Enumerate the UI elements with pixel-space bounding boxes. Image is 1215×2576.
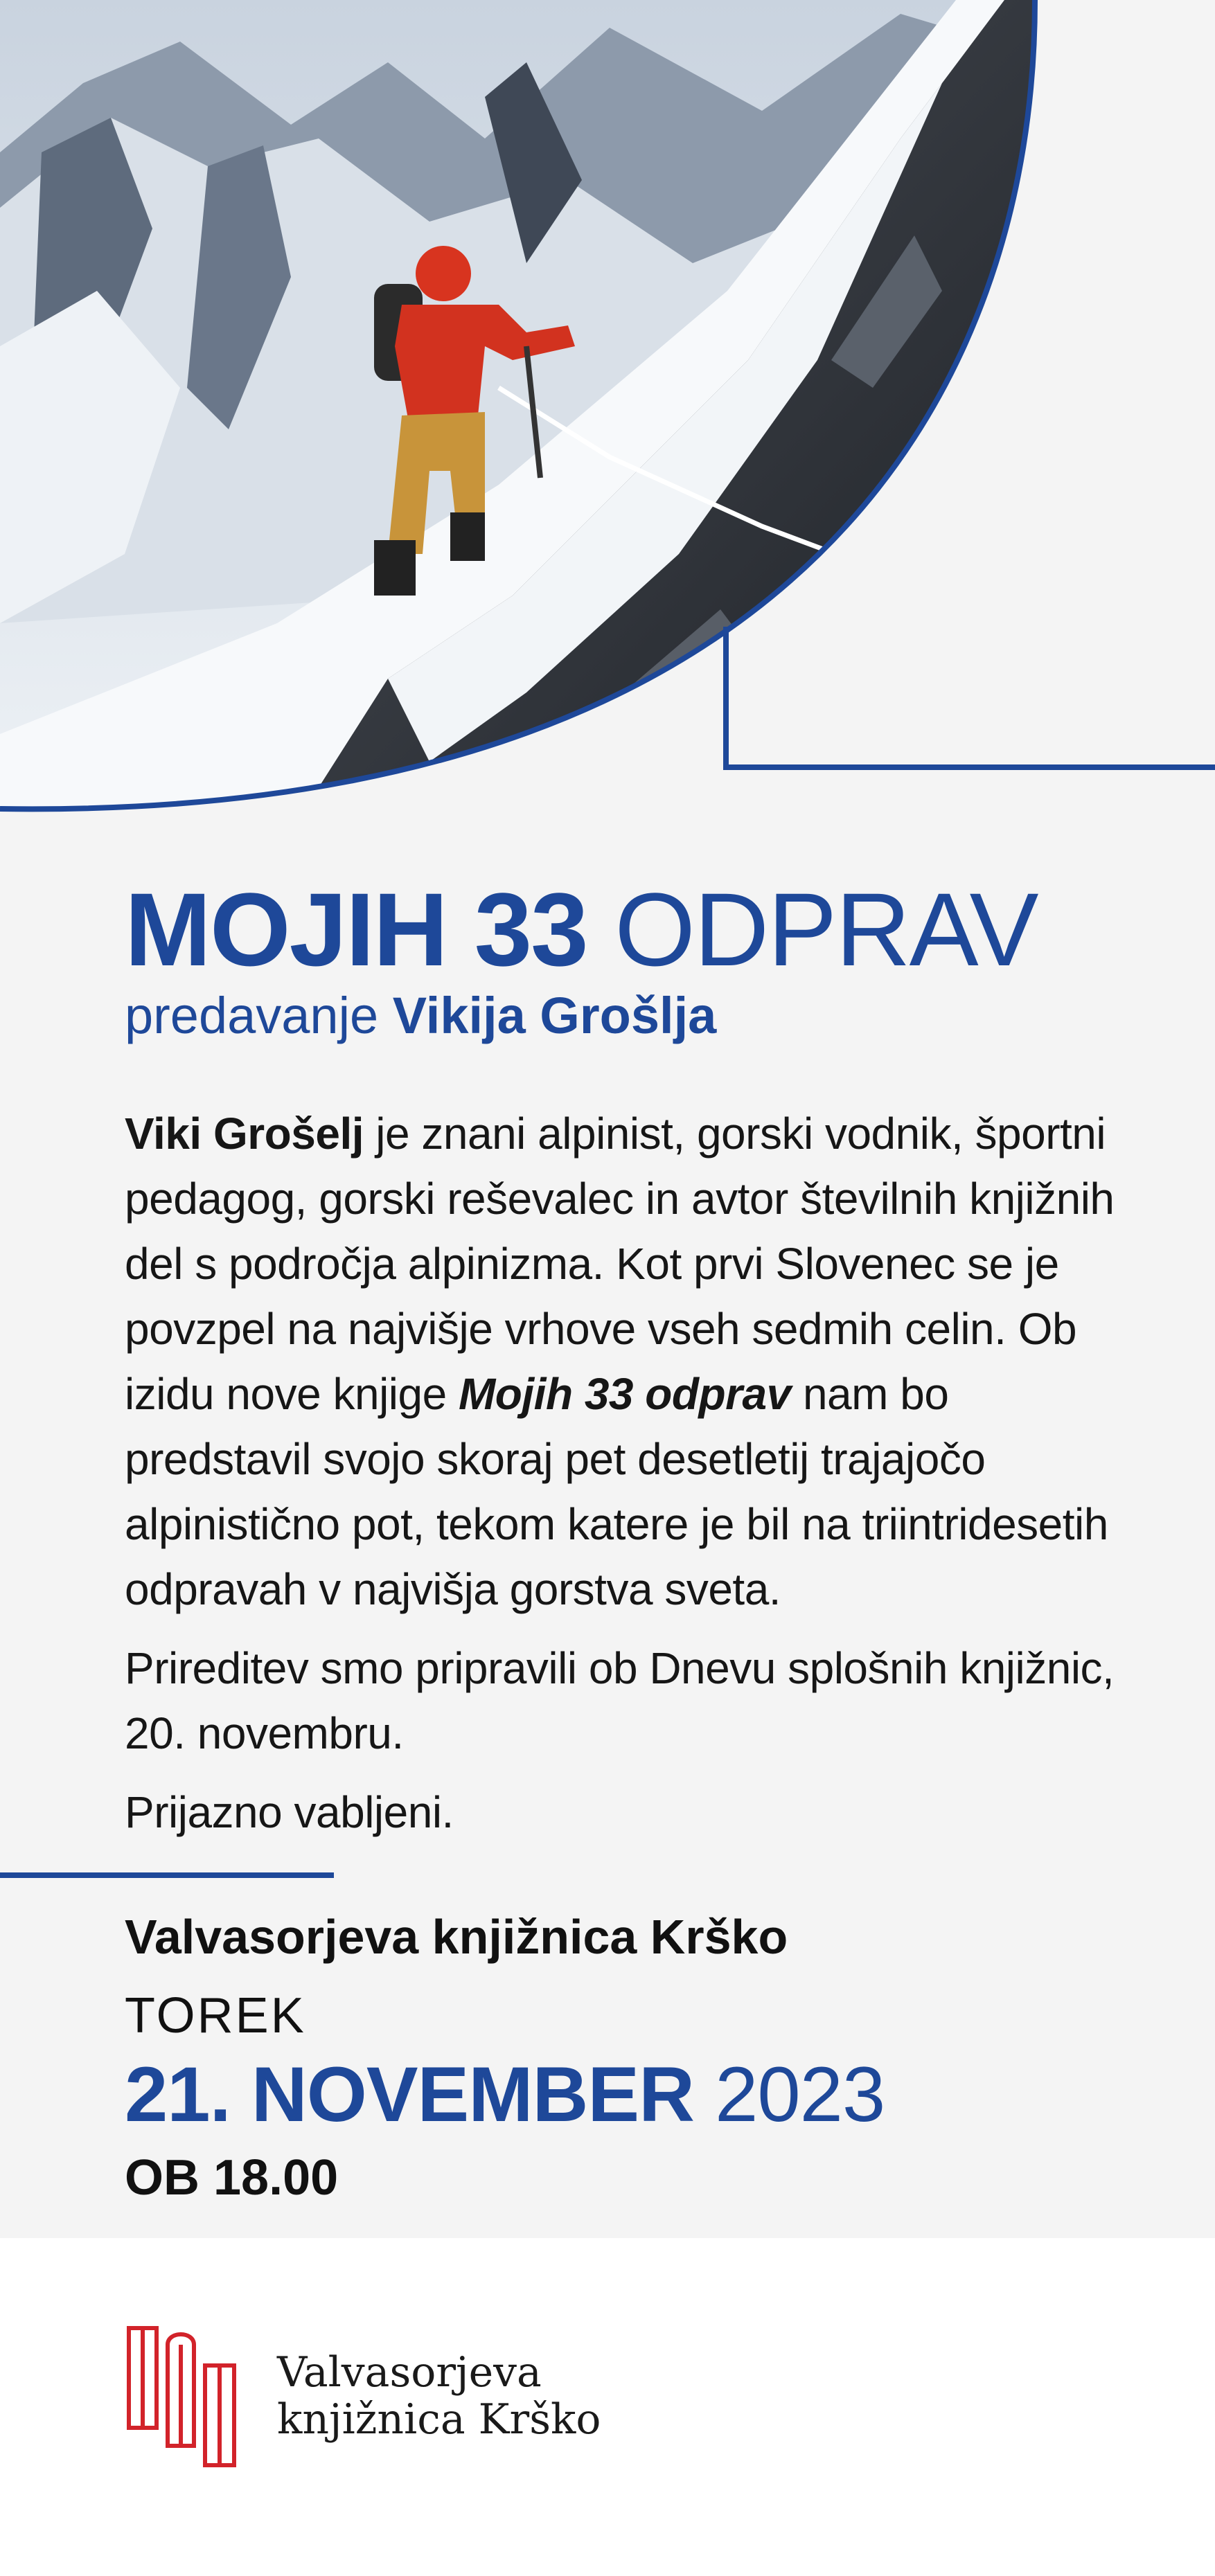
library-logo-icon <box>125 2324 242 2473</box>
subtitle-prefix: predavanje <box>125 987 393 1044</box>
occasion-paragraph: Prireditev smo pripravili ob Dnevu splošnih knjižnic, 20. novembru. <box>125 1643 1115 1758</box>
library-logo-text <box>277 2349 601 2443</box>
section-divider <box>0 1872 334 1878</box>
footer <box>0 2238 1215 2576</box>
bio-paragraph <box>125 1101 1122 1622</box>
corner-bracket <box>726 627 1215 767</box>
event-time: OB 18.00 <box>125 2150 339 2206</box>
title-light: ODPRAV <box>587 871 1038 987</box>
bio-name: Viki Grošelj <box>125 1109 364 1159</box>
book-title: Mojih 33 odprav <box>458 1369 791 1419</box>
event-year: 2023 <box>693 2051 885 2138</box>
logo-line-1: Valvasorjeva <box>277 2348 542 2397</box>
poster-subtitle <box>125 985 716 1047</box>
invitation-paragraph: Prijazno vabljeni. <box>125 1787 454 1837</box>
poster-title <box>125 871 1038 987</box>
title-bold: MOJIH 33 <box>125 871 587 987</box>
description <box>125 1101 1122 1859</box>
event-venue: Valvasorjeva knjižnica Krško <box>125 1910 788 1964</box>
bio-text-1: je znani alpinist, gorski vodnik, športni pedagog, gorski reševalec in avtor številnih knjižnih del s področja alpinizma. Kot prvi Slovenec se je povzpel na najvišje vrhove vseh sedmih celin. Ob izidu nove knjige <box>125 1109 1115 1419</box>
event-date <box>125 2050 885 2140</box>
event-date-bold: 21. NOVEMBER <box>125 2051 694 2138</box>
hero-photo <box>0 0 1215 831</box>
climber-on-snowy-ridge-image <box>0 0 1215 831</box>
speaker-name: Vikija Grošlja <box>392 987 717 1044</box>
logo-line-2: knjižnica Krško <box>277 2395 601 2444</box>
event-weekday: TOREK <box>125 1988 306 2043</box>
bio-text-2: nam bo predstavil svojo skoraj pet desetletij trajajočo alpinistično pot, tekom katere je bil na triintridesetih odpravah v najvišja gorstva sveta. <box>125 1369 1108 1614</box>
